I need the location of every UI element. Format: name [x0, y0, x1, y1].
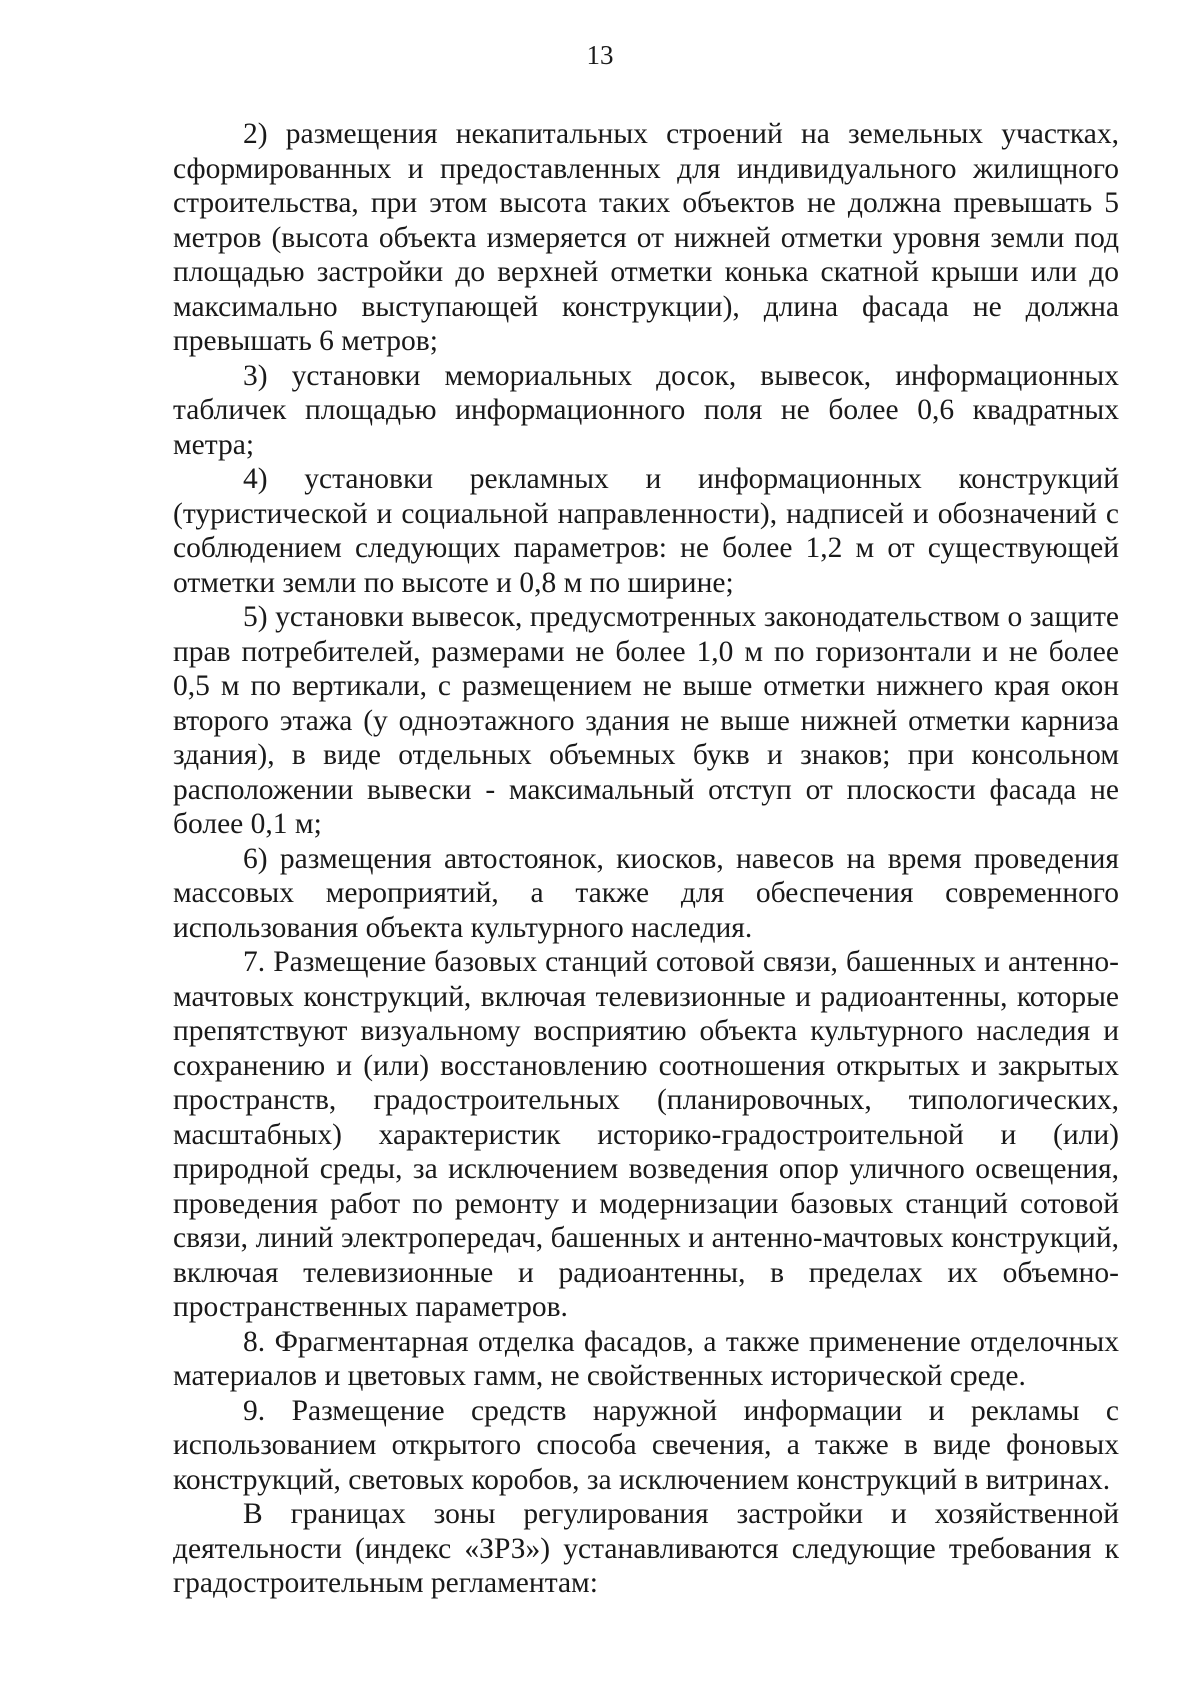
paragraph-zrz-intro: В границах зоны регулирования застройки и хозяйственной деятельности (индекс «ЗРЗ») устанавливаются следующие требования к градостроительным регламентам: [173, 1498, 1119, 1599]
paragraph-point-7: 7. Размещение базовых станций сотовой связи, башенных и антенно-мачтовых конструкций, включая телевизионные и радиоантенны, которые препятствуют визуальному восприятию объекта культурного наследия и сохранению и (или) восстановлению соотношения открытых и закрытых пространств, градостроительных (планировочных, типологических, масштабных) характеристик историко-градостроительной и (или) природной среды, за исключением возведения опор уличного освещения, проведения работ по ремонту и модернизации базовых станций сотовой связи, линий электропередач, башенных и антенно-мачтовых конструкций, включая телевизионные и радиоантенны, в пределах их объемно-пространственных параметров. [173, 946, 1119, 1323]
paragraph-item-3: 3) установки мемориальных досок, вывесок, информационных табличек площадью информационного поля не более 0,6 квадратных метра; [173, 359, 1119, 461]
document-body [173, 117, 1119, 1601]
paragraph-point-9: 9. Размещение средств наружной информации и рекламы с использованием открытого способа свечения, а также в виде фоновых конструкций, световых коробов, за исключением конструкций в витринах. [173, 1394, 1119, 1496]
paragraph-item-4: 4) установки рекламных и информационных конструкций (туристической и социальной направленности), надписей и обозначений с соблюдением следующих параметров: не более 1,2 м от существующей отметки земли по высоте и 0,8 м по ширине; [173, 463, 1119, 599]
paragraph-item-2: 2) размещения некапитальных строений на земельных участках, сформированных и предоставленных для индивидуального жилищного строительства, при этом высота таких объектов не должна превышать 5 метров (высота объекта измеряется от нижней отметки уровня земли под площадью застройки до верхней отметки конька скатной крыши или до максимально выступающей конструкции), длина фасада не должна превышать 6 метров; [173, 118, 1119, 357]
page-number: 13 [586, 40, 614, 70]
paragraph-item-6: 6) размещения автостоянок, киосков, навесов на время проведения массовых мероприятий, а также для обеспечения современного использования объекта культурного наследия. [173, 842, 1119, 944]
paragraph-point-8: 8. Фрагментарная отделка фасадов, а также применение отделочных материалов и цветовых гамм, не свойственных исторической среде. [173, 1325, 1119, 1392]
paragraph-item-5: 5) установки вывесок, предусмотренных законодательством о защите прав потребителей, размерами не более 1,0 м по горизонтали и не более 0,5 м по вертикали, с размещением не выше отметки нижнего края окон второго этажа (у одноэтажного здания не выше нижней отметки карниза здания), в виде отдельных объемных букв и знаков; при консольном расположении вывески - максимальный отступ от плоскости фасада не более 0,1 м; [173, 601, 1119, 840]
